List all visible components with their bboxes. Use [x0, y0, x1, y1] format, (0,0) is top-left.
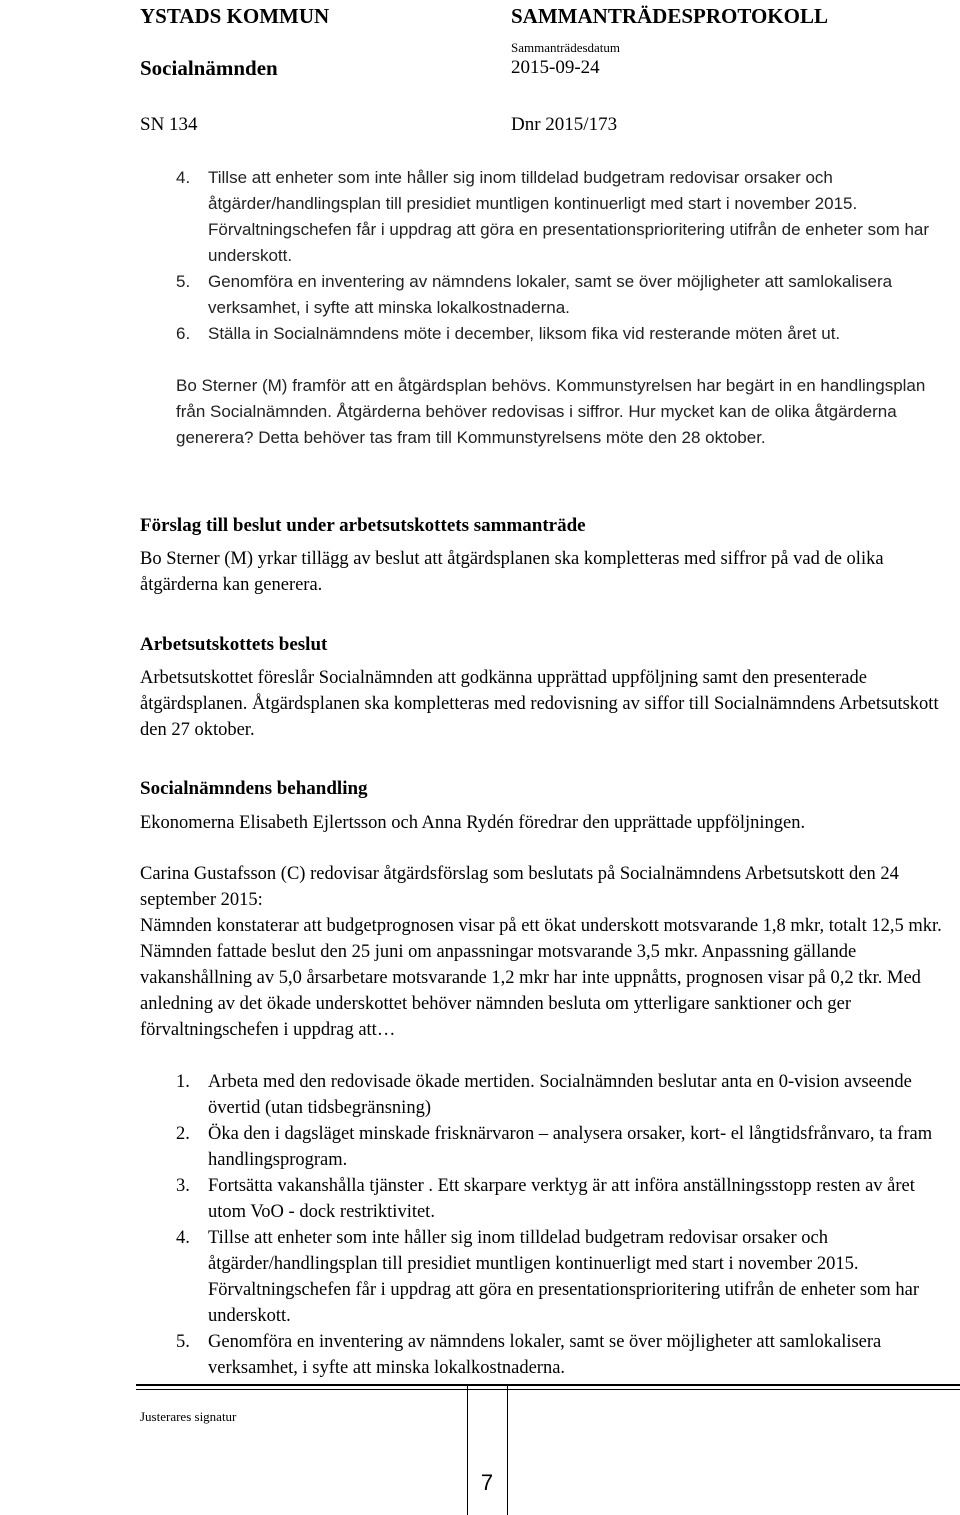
document-type: SAMMANTRÄDESPROTOKOLL	[511, 4, 828, 28]
committee-name: Socialnämnden	[140, 56, 278, 80]
footer-divider-thin	[136, 1389, 960, 1390]
footer-divider	[136, 1384, 960, 1386]
list-item: 6. Ställa in Socialnämndens möte i december, liksom fika vid resterande möten året ut.	[176, 324, 841, 343]
list-item: 1. Arbeta med den redovisade ökade mertiden. Socialnämnden beslutar anta en 0-vision avseende övertid (utan tidsbegränsning)	[176, 1072, 912, 1118]
page-number: 7	[480, 1470, 494, 1495]
proposal-heading: Förslag till beslut under arbetsutskottets sammanträde	[140, 515, 586, 536]
sterner-statement: Bo Sterner (M) framför att en åtgärdsplan behövs. Kommunstyrelsen har begärt in en handlingsplan från Socialnämnden. Åtgärderna behöver redovisas i siffror. Hur mycket kan de olika åtgärderna generera? Detta behöver tas fram till Kommunstyrelsens möte den 28 oktober.	[176, 376, 926, 447]
list-item: 4. Tillse att enheter som inte håller sig inom tilldelad budgetram redovisar orsaker och åtgärder/handlingsplan till presidiet muntligen kontinuerligt med start i november 2015. Förvaltningschefen får i uppdrag att göra en presentationsprioritering utifrån de enheter som har underskott.	[176, 168, 930, 265]
signature-box-right	[507, 1386, 508, 1515]
proposal-text: Bo Sterner (M) yrkar tillägg av beslut att åtgärdsplanen ska kompletteras med siffror på vad de olika åtgärderna kan generera.	[140, 549, 884, 595]
case-number: SN 134	[140, 114, 198, 135]
org-name: YSTADS KOMMUN	[140, 4, 330, 28]
date-label: Sammanträdesdatum	[511, 40, 621, 55]
treatment-text: Ekonomerna Elisabeth Ejlertsson och Anna Rydén föredrar den upprättade uppföljningen.	[140, 813, 806, 833]
list-item: 2. Öka den i dagsläget minskade frisknärvaron – analysera orsaker, kort- el långtidsfrånvaro, ta fram handlingsprogram.	[176, 1124, 933, 1170]
list-item: 4. Tillse att enheter som inte håller sig inom tilldelad budgetram redovisar orsaker och åtgärder/handlingsplan till presidiet muntligen kontinuerligt med start i november 2015. Förvaltningschefen får i uppdrag att göra en presentationsprioritering utifrån de enheter som har underskott.	[176, 1228, 919, 1326]
carina-intro: Carina Gustafsson (C) redovisar åtgärdsförslag som beslutats på Socialnämndens Arbetsutskott den 24 september 2015:	[140, 864, 899, 910]
list-item: 5. Genomföra en inventering av nämndens lokaler, samt se över möjligheter att samlokalisera verksamhet, i syfte att minska lokalkostnaderna.	[176, 272, 893, 317]
committee-decision-heading: Arbetsutskottets beslut	[140, 634, 328, 655]
list-item: 5. Genomföra en inventering av nämndens lokaler, samt se över möjligheter att samlokalisera verksamhet, i syfte att minska lokalkostnaderna.	[176, 1332, 882, 1378]
committee-decision-text: Arbetsutskottet föreslår Socialnämnden att godkänna upprättad uppföljning samt den presenterade åtgärdsplanen. Åtgärdsplanen ska kompletteras med redovisning av siffor till Socialnämndens Arbetsutskott den 27 oktober.	[140, 668, 939, 740]
top-list	[176, 165, 936, 347]
diary-number: Dnr 2015/173	[511, 114, 618, 135]
carina-text: Nämnden konstaterar att budgetprognosen visar på ett ökat underskott motsvarande 1,8 mkr, totalt 12,5 mkr. Nämnden fattade beslut den 25 juni om anpassningar motsvarande 3,5 mkr. Anpassning gällande vakanshållning av 5,0 årsarbetare motsvarande 1,2 mkr har inte uppnåtts, prognosen visar på 0,2 tkr. Med anledning av det ökade underskottet behöver nämnden besluta om ytterligare sanktioner och ger förvaltningschefen i uppdrag att…	[140, 916, 942, 1040]
bottom-list	[176, 1069, 946, 1381]
list-item: 3. Fortsätta vakanshålla tjänster . Ett skarpare verktyg är att införa anställningsstopp resten av året utom VoO - dock restriktivitet.	[176, 1176, 915, 1222]
signature-label: Justerares signatur	[140, 1409, 237, 1424]
treatment-heading: Socialnämndens behandling	[140, 778, 368, 799]
meeting-date: 2015-09-24	[511, 57, 600, 78]
